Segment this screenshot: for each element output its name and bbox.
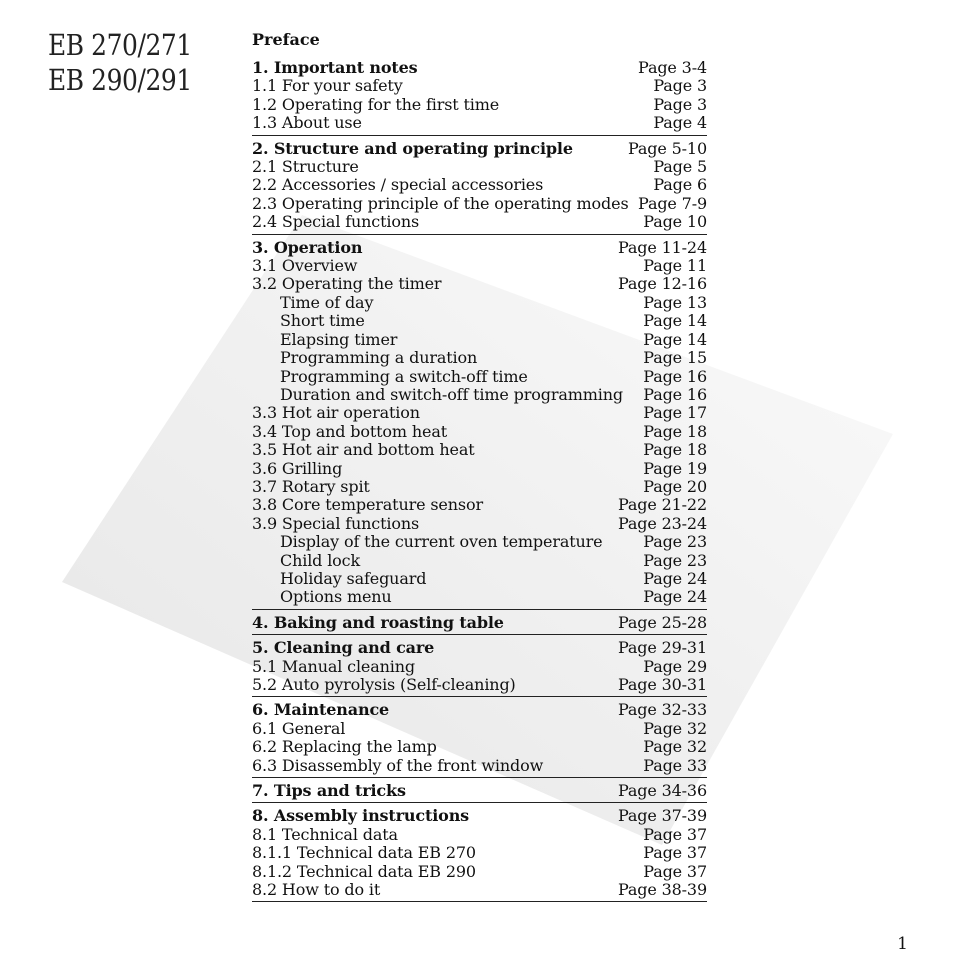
toc-entry-page: Page 14: [643, 311, 707, 331]
toc-entry-page: Page 18: [643, 440, 707, 460]
toc-section: [252, 59, 707, 136]
toc-entry-label: Display of the current oven temperature: [280, 532, 603, 552]
toc-entry-label: 3.2 Operating the timer: [252, 274, 442, 294]
toc-entry: [252, 275, 707, 293]
toc-entry-label: 8.1 Technical data: [252, 824, 398, 844]
toc-entry-page: Page 30-31: [617, 675, 707, 694]
toc-entry-label: 3.8 Core temperature sensor: [252, 495, 483, 515]
table-of-contents: [252, 30, 707, 906]
toc-entry-page: Page 16: [643, 384, 707, 404]
toc-section-heading: [252, 59, 707, 77]
toc-entry-label: Programming a duration: [280, 348, 478, 368]
toc-entry: [252, 515, 707, 533]
toc-entry-page: Page 24: [643, 568, 707, 588]
toc-entry: [252, 757, 707, 775]
toc-entry-label: 3.7 Rotary spit: [252, 476, 370, 496]
toc-section: [252, 701, 707, 778]
toc-entry-page: Page 37: [643, 843, 707, 863]
toc-entry-label: 8.2 How to do it: [252, 880, 381, 900]
toc-entry-page: Page 33: [643, 755, 707, 775]
toc-entry: [252, 826, 707, 844]
toc-entry-label: 2.2 Accessories / special accessories: [252, 175, 544, 195]
toc-entry-page: Page 3: [653, 94, 707, 114]
toc-entry-page: Page 34-36: [617, 781, 707, 801]
toc-entry-label: 3.3 Hot air operation: [252, 403, 420, 423]
toc-entry-label: Child lock: [280, 550, 361, 570]
toc-entry-page: Page 32: [643, 718, 707, 738]
toc-entry: [252, 158, 707, 176]
toc-entry-label: Duration and switch-off time programming: [280, 384, 623, 404]
toc-section: [252, 782, 707, 803]
toc-entry-page: Page 37: [643, 861, 707, 881]
toc-entry-label: Time of day: [280, 292, 374, 312]
toc-entry-label: 5.2 Auto pyrolysis (Self-cleaning): [252, 675, 516, 694]
toc-entry-page: Page 23-24: [617, 513, 707, 533]
toc-entry-label: 7. Tips and tricks: [252, 781, 406, 801]
toc-entry-page: Page 29: [643, 656, 707, 676]
toc-entry-label: 2.4 Special functions: [252, 212, 420, 232]
toc-entry-page: Page 6: [653, 175, 707, 195]
toc-section-heading: [252, 140, 707, 158]
toc-entry: [252, 738, 707, 756]
toc-entry-label: 5. Cleaning and care: [252, 638, 435, 658]
toc-entry-page: Page 3: [653, 76, 707, 96]
toc-entry-label: 1.2 Operating for the first time: [252, 94, 500, 114]
toc-entry: [252, 96, 707, 114]
toc-entry-page: Page 5: [653, 157, 707, 177]
toc-entry-page: Page 21-22: [617, 495, 707, 515]
toc-entry: [252, 213, 707, 231]
toc-entry-label: 1. Important notes: [252, 58, 418, 77]
toc-entry: [252, 195, 707, 213]
toc-entry-page: Page 32-33: [617, 700, 707, 720]
toc-entry-page: Page 18: [643, 421, 707, 441]
toc-entry-page: Page 3-4: [638, 58, 707, 77]
toc-entry-label: Holiday safeguard: [280, 568, 427, 588]
toc-entry-label: 3. Operation: [252, 237, 363, 257]
toc-entry-label: 8.1.2 Technical data EB 290: [252, 861, 476, 881]
model-titles: [48, 28, 215, 98]
toc-entry-page: Page 24: [643, 587, 707, 607]
toc-entry-page: Page 38-39: [617, 880, 707, 900]
toc-section-heading: [252, 701, 707, 719]
toc-section: [252, 140, 707, 235]
preface-heading: Preface: [252, 30, 320, 49]
toc-entry-label: 8. Assembly instructions: [252, 806, 470, 826]
toc-section-heading: [252, 614, 707, 632]
toc-entry-label: 6. Maintenance: [252, 700, 390, 720]
toc-entry: [252, 368, 707, 386]
toc-entry: [252, 460, 707, 478]
toc-entry-page: Page 32: [643, 737, 707, 757]
toc-entry: [252, 552, 707, 570]
toc-entry-page: Page 17: [643, 403, 707, 423]
toc-section-heading: [252, 639, 707, 657]
toc-entry-page: Page 23: [643, 550, 707, 570]
toc-entry-label: 2. Structure and operating principle: [252, 138, 573, 158]
toc-section: [252, 614, 707, 635]
toc-entry: [252, 423, 707, 441]
toc-entry-page: Page 7-9: [638, 193, 707, 213]
model-title-2: EB 290/291: [48, 63, 192, 97]
toc-entry-label: 6.3 Disassembly of the front window: [252, 755, 544, 775]
toc-entry-label: 1.3 About use: [252, 113, 362, 133]
toc-entry: [252, 312, 707, 330]
toc-entry-label: Options menu: [280, 587, 392, 607]
toc-entry: [252, 533, 707, 551]
toc-entry: [252, 349, 707, 367]
toc-entry-page: Page 23: [643, 532, 707, 552]
toc-entry-page: Page 25-28: [617, 612, 707, 632]
toc-entry: [252, 881, 707, 899]
toc-entry-page: Page 11-24: [617, 237, 707, 257]
toc-section-heading: [252, 239, 707, 257]
toc-entry: [252, 257, 707, 275]
toc-entry: [252, 676, 707, 694]
toc-entry: [252, 114, 707, 132]
toc-section: [252, 639, 707, 697]
toc-section-heading: [252, 807, 707, 825]
toc-entry: [252, 404, 707, 422]
toc-entry: [252, 570, 707, 588]
toc-entry-page: Page 4: [653, 113, 707, 133]
toc-entry-label: 1.1 For your safety: [252, 76, 403, 96]
toc-entry: [252, 496, 707, 514]
toc-entry-page: Page 20: [643, 476, 707, 496]
page-number: 1: [897, 934, 908, 954]
toc-entry-label: 8.1.1 Technical data EB 270: [252, 843, 476, 863]
toc-entry-page: Page 16: [643, 366, 707, 386]
toc-entry-page: Page 14: [643, 329, 707, 349]
toc-section-heading: [252, 782, 707, 800]
toc-entry-page: Page 37-39: [617, 806, 707, 826]
toc-entry-label: 3.4 Top and bottom heat: [252, 421, 448, 441]
toc-entry: [252, 441, 707, 459]
toc-entry-label: 5.1 Manual cleaning: [252, 656, 416, 676]
toc-entry-label: Programming a switch-off time: [280, 366, 528, 386]
toc-entry: [252, 294, 707, 312]
toc-entry: [252, 77, 707, 95]
model-title-1: EB 270/271: [48, 28, 192, 62]
toc-entry-page: Page 19: [643, 458, 707, 478]
toc-entry: [252, 844, 707, 862]
toc-entry-page: Page 12-16: [617, 274, 707, 294]
toc-entry-page: Page 10: [643, 212, 707, 232]
toc-entry: [252, 176, 707, 194]
toc-entry-label: 6.2 Replacing the lamp: [252, 737, 437, 757]
toc-entry: [252, 720, 707, 738]
toc-entry-label: 3.6 Grilling: [252, 458, 343, 478]
toc-section: [252, 807, 707, 902]
toc-entry-label: 3.9 Special functions: [252, 513, 420, 533]
toc-entry: [252, 588, 707, 606]
toc-entry-page: Page 29-31: [617, 638, 707, 658]
toc-entry-page: Page 37: [643, 824, 707, 844]
toc-entry: [252, 386, 707, 404]
toc-entry: [252, 863, 707, 881]
toc-entry: [252, 331, 707, 349]
toc-entry-label: 4. Baking and roasting table: [252, 612, 504, 632]
toc-section: [252, 239, 707, 610]
toc-entry-page: Page 5-10: [628, 138, 707, 158]
toc-entry-label: 2.1 Structure: [252, 157, 359, 177]
toc-entry-page: Page 13: [643, 292, 707, 312]
toc-entry-label: 2.3 Operating principle of the operating modes: [252, 193, 629, 213]
toc-entry-page: Page 15: [643, 348, 707, 368]
toc-entry-label: Short time: [280, 311, 365, 331]
toc-entry-page: Page 11: [643, 256, 707, 276]
toc-entry-label: 3.5 Hot air and bottom heat: [252, 440, 475, 460]
toc-entry-label: 3.1 Overview: [252, 256, 358, 276]
toc-entry-label: Elapsing timer: [280, 329, 398, 349]
toc-entry: [252, 658, 707, 676]
toc-entry: [252, 478, 707, 496]
toc-entry-label: 6.1 General: [252, 718, 346, 738]
